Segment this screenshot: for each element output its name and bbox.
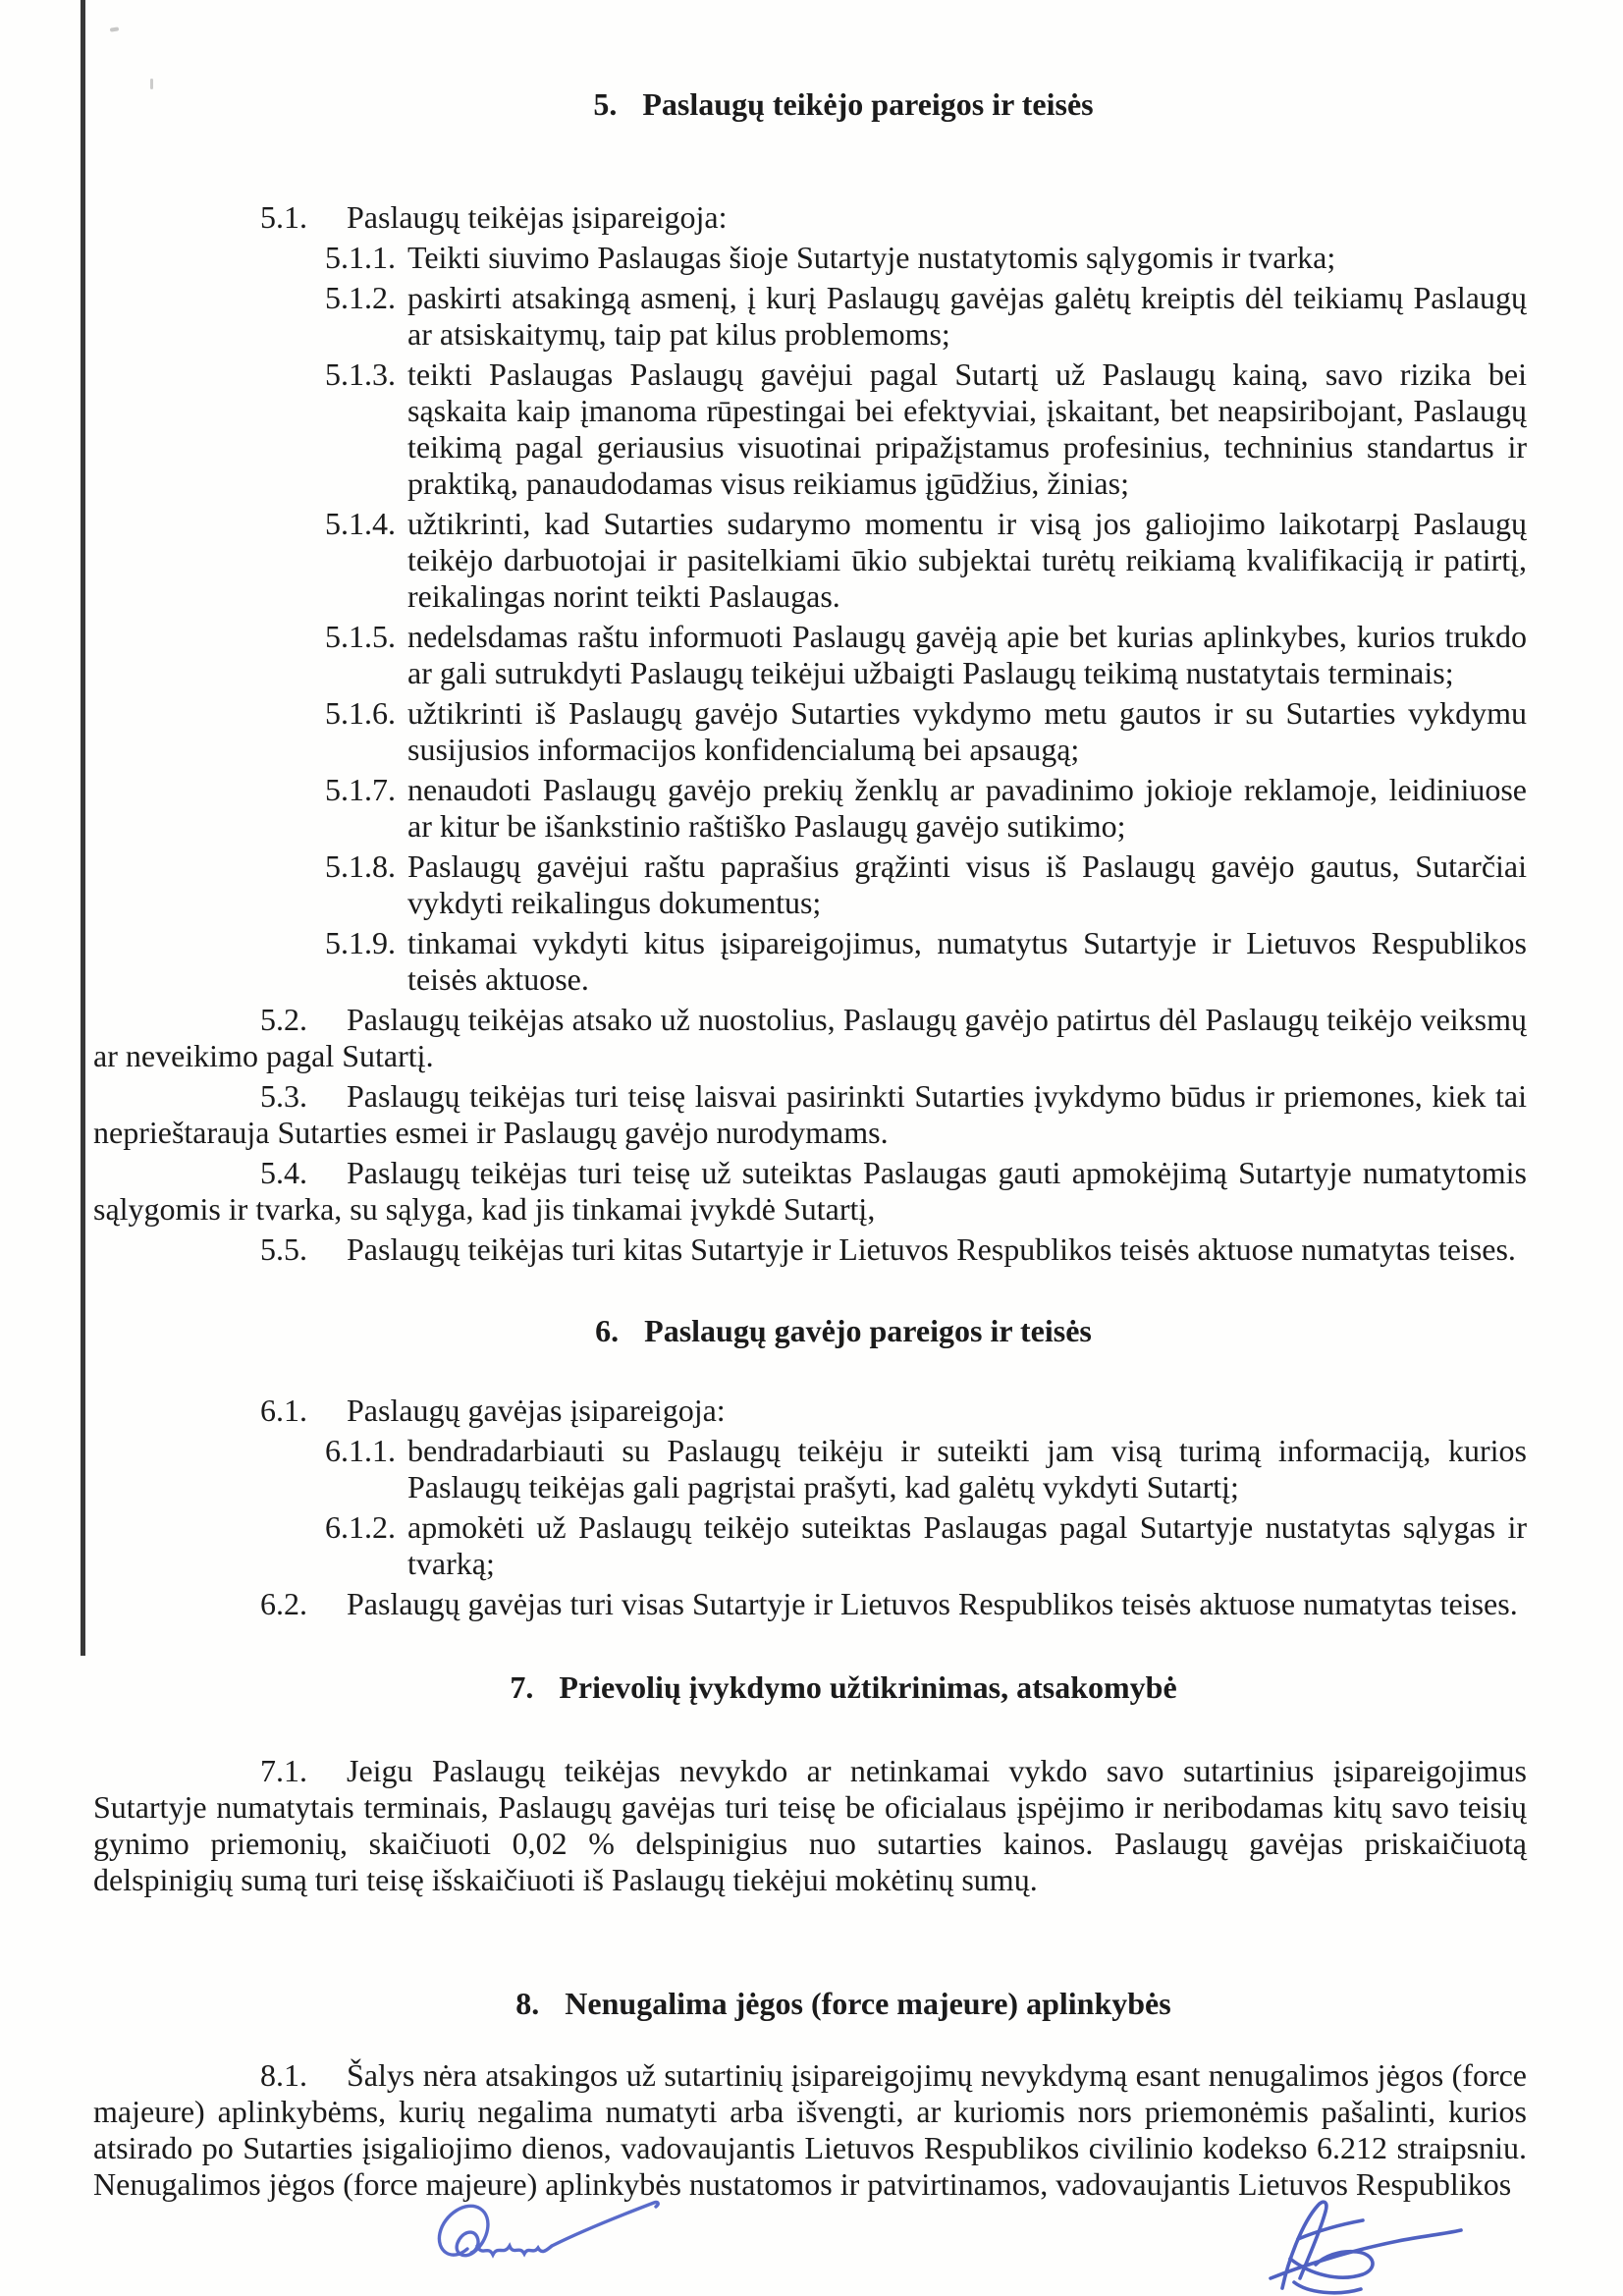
clause-6-1-1 bbox=[325, 1433, 1527, 1505]
clause-text: bendradarbiauti su Paslaugų teikėju ir suteikti jam visą turimą informaciją, kurios Paslaugų teikėjas gali pagrįstai prašyti, kad galėtų vykdyti Sutartį; bbox=[407, 1433, 1527, 1504]
clause-text: Paslaugų teikėjas įsipareigoja: bbox=[347, 199, 728, 235]
clause-text: Paslaugų teikėjas turi teisę laisvai pasirinkti Sutarties įvykdymo būdus ir priemones, kiek tai neprieštarauja Sutarties esmei ir Paslaugų gavėjo nurodymams. bbox=[93, 1078, 1527, 1150]
clause-6-2 bbox=[93, 1586, 1527, 1622]
clause-5-5 bbox=[93, 1231, 1527, 1268]
section-5-title: Paslaugų teikėjo pareigos ir teisės bbox=[642, 86, 1094, 122]
clause-number: 5.3. bbox=[260, 1078, 307, 1114]
clause-text: Teikti siuvimo Paslaugas šioje Sutartyje nustatytomis sąlygomis ir tvarka; bbox=[407, 240, 1336, 275]
clause-number: 5.1.8. bbox=[325, 848, 396, 884]
clause-number: 5.1.4. bbox=[325, 506, 396, 541]
clause-5-3 bbox=[93, 1078, 1527, 1151]
clause-text: Paslaugų teikėjas atsako už nuostolius, Paslaugų gavėjo patirtus dėl Paslaugų teikėjo veiksmų ar neveikimo pagal Sutartį. bbox=[93, 1002, 1527, 1073]
clause-number: 5.1.5. bbox=[325, 619, 396, 654]
section-8-heading bbox=[127, 1986, 1560, 2022]
clause-5-1-8 bbox=[325, 848, 1527, 921]
clause-text: apmokėti už Paslaugų teikėjo suteiktas Paslaugas pagal Sutartyje nustatytas sąlygas ir tvarką; bbox=[407, 1509, 1527, 1581]
clause-number: 5.1.3. bbox=[325, 356, 396, 392]
clause-number: 5.1.1. bbox=[325, 240, 396, 275]
section-8-title: Nenugalima jėgos (force majeure) aplinkybės bbox=[565, 1986, 1171, 2021]
clause-5-1-6 bbox=[325, 695, 1527, 768]
clause-5-1-2 bbox=[325, 280, 1527, 353]
clause-text: Paslaugų gavėjui raštu paprašius grąžinti visus iš Paslaugų gavėjo gautus, Sutarčiai vykdyti reikalingus dokumentus; bbox=[407, 848, 1527, 920]
scan-artifact-edge-line bbox=[81, 0, 85, 1656]
clause-text: nedelsdamas raštu informuoti Paslaugų gavėją apie bet kurias aplinkybes, kurios trukdo ar gali sutrukdyti Paslaugų teikėjui užbaigti Paslaugų teikimą nustatytais terminais; bbox=[407, 619, 1527, 690]
clause-number: 5.2. bbox=[260, 1002, 307, 1037]
clause-number: 6.1.1. bbox=[325, 1433, 396, 1468]
clause-number: 5.1.9. bbox=[325, 925, 396, 960]
section-5-heading bbox=[127, 86, 1560, 123]
section-6-title: Paslaugų gavėjo pareigos ir teisės bbox=[644, 1313, 1092, 1348]
clause-number: 5.1.6. bbox=[325, 695, 396, 731]
clause-text: paskirti atsakingą asmenį, į kurį Paslaugų gavėjas galėtų kreiptis dėl teikiamų Paslaugų ar atsiskaitymų, taip pat kilus problemoms; bbox=[407, 280, 1527, 352]
clause-7-1 bbox=[93, 1753, 1527, 1898]
clause-text: Paslaugų gavėjas įsipareigoja: bbox=[347, 1393, 726, 1428]
clause-5-1-4 bbox=[325, 506, 1527, 615]
clause-number: 8.1. bbox=[260, 2057, 307, 2093]
clause-text: teikti Paslaugas Paslaugų gavėjui pagal Sutartį už Paslaugų kainą, savo rizika bei sąskaita kaip įmanoma rūpestingai bei efektyviai, įskaitant, bet neapsiribojant, Paslaugų teikimą pagal geriausius visuotinai pripažįstamus profesinius, techninius standartus ir praktiką, panaudodamas visus reikiamus įgūdžius, žinias; bbox=[407, 356, 1527, 501]
clause-5-4 bbox=[93, 1155, 1527, 1228]
signature-left-ink bbox=[428, 2190, 672, 2276]
clause-text: užtikrinti iš Paslaugų gavėjo Sutarties vykdymo metu gautos ir su Sutarties vykdymu susijusios informacijos konfidencialumą bei apsaugą; bbox=[407, 695, 1527, 767]
clause-number: 6.1. bbox=[260, 1393, 307, 1428]
section-8-number: 8. bbox=[515, 1986, 540, 2021]
clause-number: 6.2. bbox=[260, 1586, 307, 1621]
clause-text: Paslaugų teikėjas turi teisę už suteiktas Paslaugas gauti apmokėjimą Sutartyje numatytomis sąlygomis ir tvarka, su sąlyga, kad jis tinkamai įvykdė Sutartį, bbox=[93, 1155, 1527, 1227]
clause-5-1 bbox=[93, 199, 1527, 236]
clause-5-1-5 bbox=[325, 619, 1527, 691]
clause-text: Paslaugų gavėjas turi visas Sutartyje ir Lietuvos Respublikos teisės aktuose numatytas teises. bbox=[347, 1586, 1518, 1621]
clause-number: 5.1.2. bbox=[325, 280, 396, 315]
clause-5-1-3 bbox=[325, 356, 1527, 502]
clause-text: Paslaugų teikėjas turi kitas Sutartyje ir Lietuvos Respublikos teisės aktuose numatytas teises. bbox=[347, 1231, 1516, 1267]
clause-6-1-2 bbox=[325, 1509, 1527, 1582]
clause-text: Šalys nėra atsakingos už sutartinių įsipareigojimų nevykdymą esant nenugalimos jėgos (force majeure) aplinkybėms, kurių negalima numatyti arba išvengti, ar kuriomis nors priemonėmis pašalinti, kurios atsirado po Sutarties įsigaliojimo dienos, vadovaujantis Lietuvos Respublikos civilinio kodekso 6.212 straipsniu. Nenugalimos jėgos (force majeure) aplinkybės nustatomos ir patvirtinamos, vadovaujantis Lietuvos Respublikos bbox=[93, 2057, 1527, 2202]
section-7-number: 7. bbox=[510, 1669, 534, 1705]
clause-6-1 bbox=[93, 1393, 1527, 1429]
signature-right-ink bbox=[1229, 2192, 1481, 2296]
clause-text: Jeigu Paslaugų teikėjas nevykdo ar netinkamai vykdo savo sutartinius įsipareigojimus Sutartyje numatytais terminais, Paslaugų gavėjas turi teisę be oficialaus įspėjimo ir neribodamas kitų savo teisių gynimo priemonių, skaičiuoti 0,02 % delspinigius nuo sutarties kainos. Paslaugų gavėjas priskaičiuotą delspinigių sumą turi teisę išskaičiuoti iš Paslaugų tiekėjui mokėtinų sumų. bbox=[93, 1753, 1527, 1897]
clause-5-1-1 bbox=[325, 240, 1527, 276]
clause-number: 6.1.2. bbox=[325, 1509, 396, 1545]
clause-number: 5.1.7. bbox=[325, 772, 396, 807]
clause-5-1-7 bbox=[325, 772, 1527, 845]
clause-number: 5.1. bbox=[260, 199, 307, 235]
clause-number: 5.4. bbox=[260, 1155, 307, 1190]
section-6-number: 6. bbox=[595, 1313, 620, 1348]
clause-number: 5.5. bbox=[260, 1231, 307, 1267]
clause-text: užtikrinti, kad Sutarties sudarymo momentu ir visą jos galiojimo laikotarpį Paslaugų teikėjo darbuotojai ir pasitelkiami ūkio subjektai turėtų reikiamą kvalifikaciją ir patirtį, reikalingas norint teikti Paslaugas. bbox=[407, 506, 1527, 614]
clause-5-1-9 bbox=[325, 925, 1527, 998]
clause-text: tinkamai vykdyti kitus įsipareigojimus, numatytus Sutartyje ir Lietuvos Respublikos teisės aktuose. bbox=[407, 925, 1527, 997]
scan-artifact-speck bbox=[150, 79, 153, 89]
clause-number: 7.1. bbox=[260, 1753, 307, 1788]
clause-text: nenaudoti Paslaugų gavėjo prekių ženklų ar pavadinimo jokioje reklamoje, leidiniuose ar kitur be išankstinio raštiško Paslaugų gavėjo sutikimo; bbox=[407, 772, 1527, 844]
section-5-number: 5. bbox=[593, 86, 618, 122]
section-7-heading bbox=[127, 1669, 1560, 1706]
section-6-heading bbox=[127, 1313, 1560, 1349]
clause-8-1 bbox=[93, 2057, 1527, 2203]
section-7-title: Prievolių įvykdymo užtikrinimas, atsakomybė bbox=[559, 1669, 1177, 1705]
clause-5-2 bbox=[93, 1002, 1527, 1074]
